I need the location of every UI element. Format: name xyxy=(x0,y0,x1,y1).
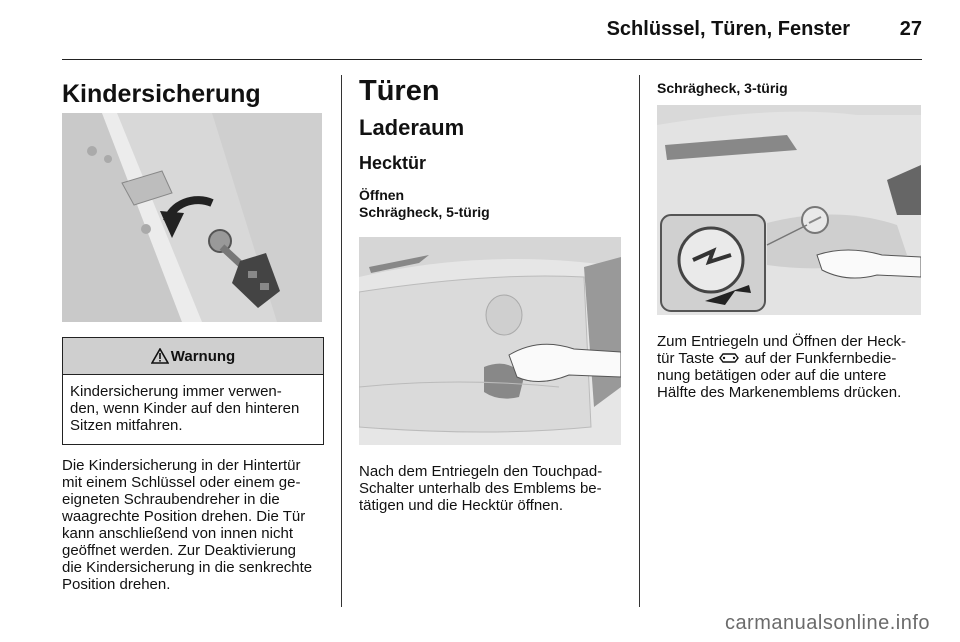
paragraph-line-with-icon xyxy=(657,350,927,367)
hatchback-3-door-paragraph xyxy=(657,333,927,401)
label-schraegheck-5-tuerig: Schrägheck, 5-türig xyxy=(359,204,490,220)
paragraph-line: Position drehen. xyxy=(62,576,171,593)
warning-box xyxy=(62,337,324,445)
label-oeffnen: Öffnen xyxy=(359,187,405,203)
paragraph-fragment: tür Taste xyxy=(657,350,715,367)
paragraph-line: Hälfte des Markenemblems drücken. xyxy=(657,384,902,401)
page-number: 27 xyxy=(899,18,922,40)
child-lock-illustration xyxy=(62,113,322,322)
paragraph-line: Schalter unterhalb des Emblems be- xyxy=(359,480,602,497)
column-divider-1 xyxy=(341,75,342,607)
label-schraegheck-3-tuerig: Schrägheck, 3-türig xyxy=(657,80,788,96)
section-heading-tueren: Türen xyxy=(359,75,440,107)
paragraph-line: tätigen und die Hecktür öffnen. xyxy=(359,497,564,514)
subheading-laderaum: Laderaum xyxy=(359,115,465,140)
paragraph-line: Die Kindersicherung in der Hintertür xyxy=(62,457,301,474)
paragraph-line: waagrechte Position drehen. Die Tür xyxy=(62,508,306,525)
watermark: carmanualsonline.info xyxy=(724,612,930,634)
paragraph-fragment: auf der Funkfernbedie- xyxy=(744,350,897,367)
warning-line-3: Sitzen mitfahren. xyxy=(70,417,183,434)
header-rule xyxy=(62,59,922,60)
paragraph-line: mit einem Schlüssel oder einem ge- xyxy=(62,474,301,491)
right-column xyxy=(657,80,921,97)
page-header-title: Schlüssel, Türen, Fenster xyxy=(606,18,850,40)
paragraph-line: Zum Entriegeln und Öffnen der Heck- xyxy=(657,333,907,350)
warning-text xyxy=(63,375,323,434)
paragraph-line: nung betätigen oder auf die untere xyxy=(657,367,887,384)
warning-title: Warnung xyxy=(170,347,236,365)
warning-line-2: den, wenn Kinder auf den hinteren xyxy=(70,400,300,417)
hatchback-5-door-paragraph xyxy=(359,463,629,514)
paragraph-line: Nach dem Entriegeln den Touchpad- xyxy=(359,463,603,480)
paragraph-line: geöffnet werden. Zur Deaktivierung xyxy=(62,542,297,559)
warning-line-1: Kindersicherung immer verwen- xyxy=(70,383,282,400)
tailgate-5-door-illustration xyxy=(359,237,621,445)
child-lock-photo xyxy=(62,113,322,322)
subheading-hecktuer: Hecktür xyxy=(359,153,427,173)
paragraph-line: eigneten Schraubendreher in die xyxy=(62,491,280,508)
section-heading-kindersicherung: Kindersicherung xyxy=(62,80,261,108)
child-lock-paragraph xyxy=(62,457,328,593)
left-column xyxy=(62,72,324,110)
paragraph-line: kann anschließend von innen nicht xyxy=(62,525,293,542)
hatchback-5-door-photo xyxy=(359,237,621,445)
paragraph-line: die Kindersicherung in die senkrechte xyxy=(62,559,313,576)
middle-column xyxy=(359,74,621,221)
warning-triangle-icon xyxy=(151,348,169,364)
column-divider-2 xyxy=(639,75,640,607)
tailgate-3-door-illustration xyxy=(657,105,921,315)
hatchback-3-door-photo xyxy=(657,105,921,315)
warning-header xyxy=(63,338,323,375)
car-key-icon xyxy=(718,352,740,364)
